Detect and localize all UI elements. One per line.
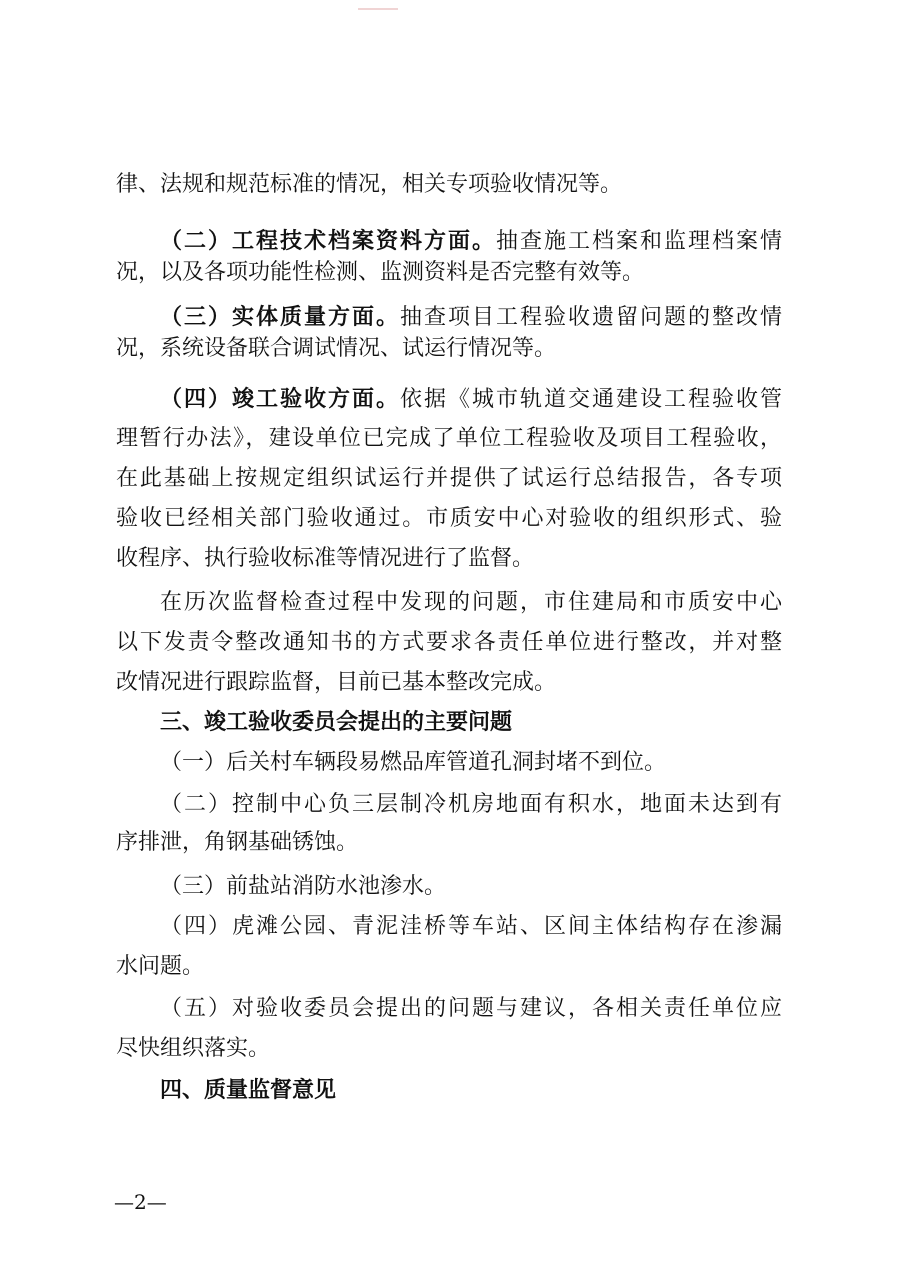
section-heading: 三、竣工验收委员会提出的主要问题: [160, 710, 513, 735]
text-line: 收程序、执行验收标准等情况进行了监督。: [116, 546, 535, 571]
text-segment: 抽查施工档案和监理档案情: [495, 229, 782, 254]
subheading: （四）竣工验收方面。: [160, 386, 400, 412]
text-line: [160, 384, 782, 415]
text-segment: 依据《城市轨道交通建设工程验收管: [400, 387, 782, 412]
scan-mark: [358, 8, 398, 10]
text-line: （四）虎滩公园、青泥洼桥等车站、区间主体结构存在渗漏: [160, 914, 782, 939]
text-line: 况，以及各项功能性检测、监测资料是否完整有效等。: [116, 260, 645, 285]
subheading: （二）工程技术档案资料方面。: [160, 228, 496, 254]
text-line: （三）前盐站消防水池渗水。: [160, 874, 447, 899]
text-line: 况，系统设备联合调试情况、试运行情况等。: [116, 336, 557, 361]
text-line: 水问题。: [116, 954, 205, 979]
text-line: 在此基础上按规定组织试运行并提供了试运行总结报告，各专项: [116, 466, 782, 491]
text-line: （五）对验收委员会提出的问题与建议，各相关责任单位应: [160, 996, 782, 1021]
subheading: （三）实体质量方面。: [160, 304, 400, 330]
text-line: 序排泄，角钢基础锈蚀。: [116, 830, 359, 855]
text-line: 以下发责令整改通知书的方式要求各责任单位进行整改，并对整: [116, 630, 782, 655]
text-line: 理暂行办法》，建设单位已完成了单位工程验收及项目工程验收，: [116, 426, 782, 451]
text-line: （一）后关村车辆段易燃品库管道孔洞封堵不到位。: [160, 750, 667, 775]
text-line: 尽快组织落实。: [116, 1036, 271, 1061]
page-number: —2—: [114, 1190, 167, 1214]
section-heading: 四、质量监督意见: [160, 1078, 337, 1103]
text-line: （二）控制中心负三层制冷机房地面有积水，地面未达到有: [160, 792, 782, 817]
text-line: 改情况进行跟踪监督，目前已基本整改完成。: [116, 670, 557, 695]
text-line: [160, 302, 782, 333]
text-line: 律、法规和规范标准的情况，相关专项验收情况等。: [116, 172, 623, 197]
text-segment: 抽查项目工程验收遗留问题的整改情: [400, 305, 782, 330]
text-line: 验收已经相关部门验收通过。市质安中心对验收的组织形式、验: [116, 506, 782, 531]
text-line: [160, 226, 782, 257]
text-line: 在历次监督检查过程中发现的问题，市住建局和市质安中心: [160, 590, 782, 615]
